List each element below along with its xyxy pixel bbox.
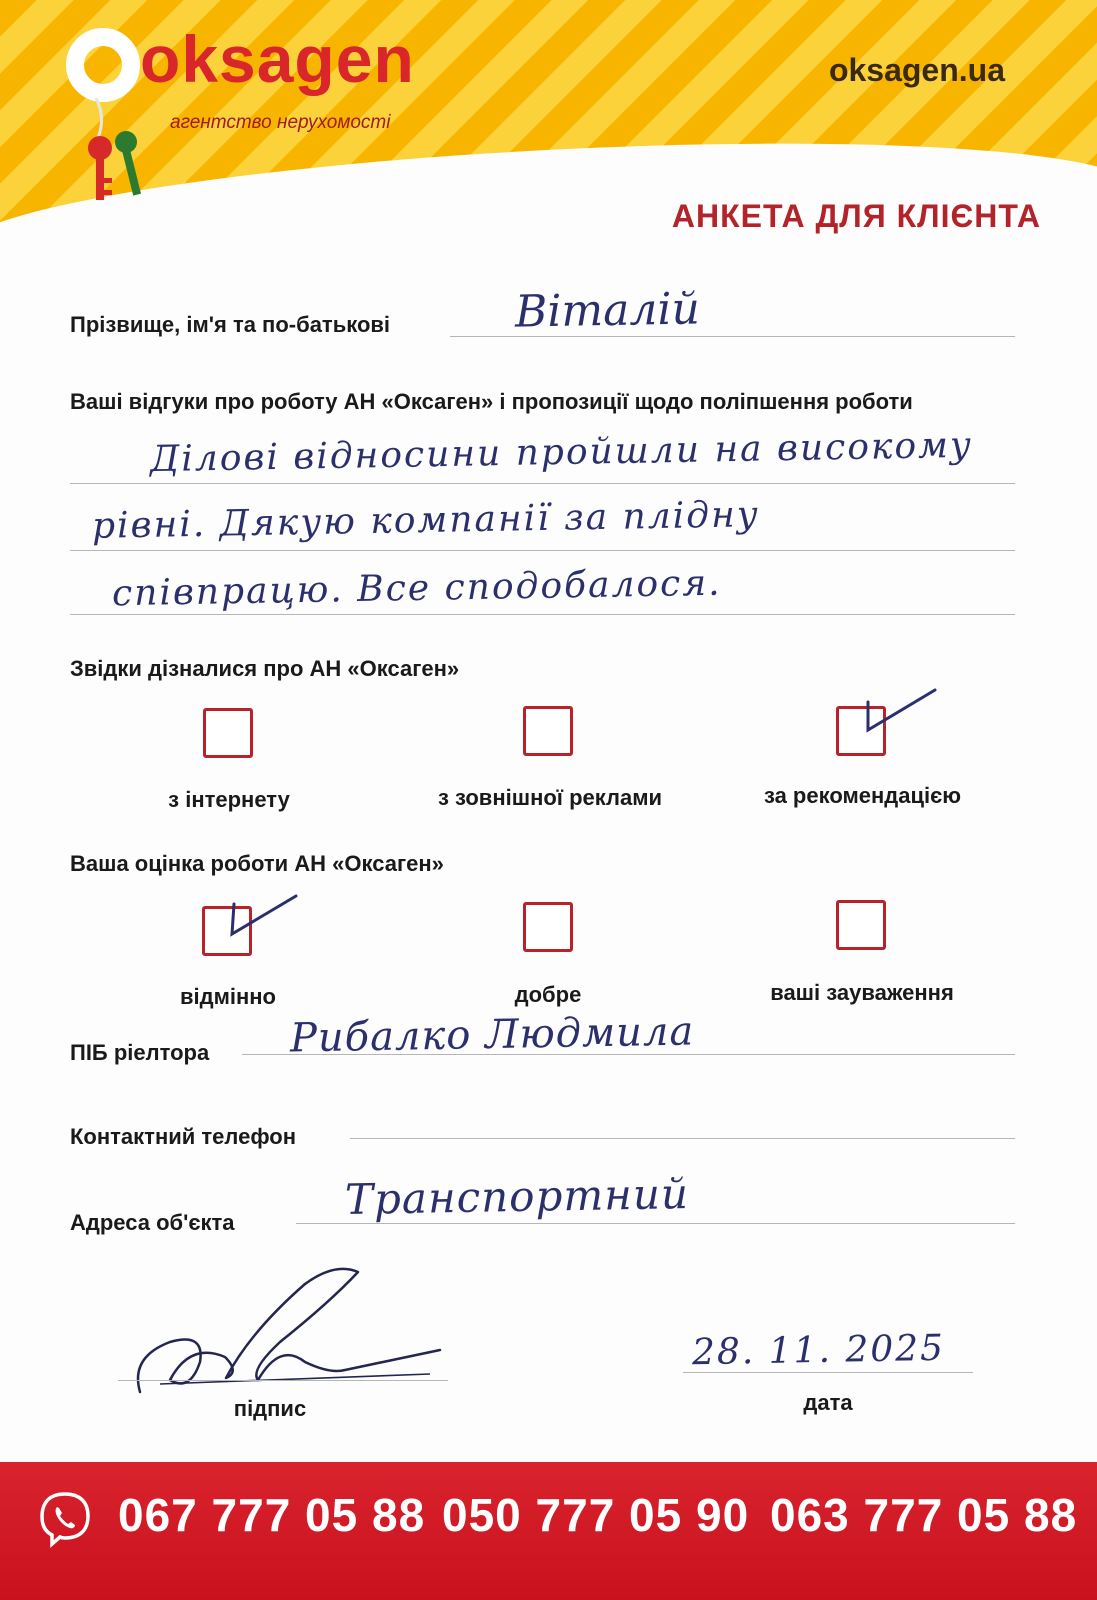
- address-line: [296, 1223, 1015, 1224]
- handwritten-signature-image: [130, 1262, 460, 1402]
- brand-wordmark: oksagen: [140, 22, 415, 96]
- website-link[interactable]: oksagen.ua: [828, 52, 1005, 88]
- logo-ring-icon: [66, 28, 140, 102]
- checkbox-remarks[interactable]: [836, 900, 886, 950]
- name-label: Прізвище, ім'я та по-батькові: [70, 312, 391, 337]
- checkbox-internet[interactable]: [203, 708, 253, 758]
- form-title: АНКЕТА ДЛЯ КЛІЄНТА: [671, 198, 1041, 234]
- option-recommendation-label: за рекомендацією: [763, 783, 962, 808]
- option-outdoor-ads-label: з зовнішної реклами: [437, 785, 663, 810]
- option-excellent-label: відмінно: [179, 984, 276, 1009]
- phone-number-1[interactable]: 067 777 05 88: [118, 1489, 426, 1541]
- checkmark-icon: [210, 886, 310, 956]
- checkbox-outdoor-ads[interactable]: [523, 706, 573, 756]
- phone-number-2[interactable]: 050 777 05 90: [442, 1489, 750, 1541]
- realtor-label: ПІБ ріелтора: [70, 1040, 210, 1065]
- keys-icon: [76, 98, 166, 208]
- phone-label: Контактний телефон: [70, 1124, 297, 1149]
- feedback-label: Ваші відгуки про роботу АН «Оксаген» і пропозиції щодо поліпшення роботи: [70, 389, 913, 414]
- signature-label: підпис: [233, 1396, 307, 1421]
- date-label: дата: [803, 1390, 853, 1415]
- phone-number-3[interactable]: 063 777 05 88: [770, 1489, 1078, 1541]
- option-internet-label: з інтернету: [168, 787, 290, 812]
- option-good-label: добре: [514, 982, 582, 1007]
- phone-line: [350, 1138, 1015, 1139]
- date-value[interactable]: 28. 11. 2025: [691, 1327, 946, 1374]
- option-remarks-label: ваші зауваження: [770, 980, 954, 1005]
- checkbox-good[interactable]: [523, 902, 573, 952]
- feedback-text-line[interactable]: Ділові відносини пройшли на високому: [149, 424, 974, 481]
- address-value[interactable]: Транспортний: [344, 1169, 690, 1224]
- brand-tagline: агентство нерухомості: [170, 112, 391, 133]
- rating-question: Ваша оцінка роботи АН «Оксаген»: [70, 851, 444, 876]
- signature-line: [118, 1380, 448, 1381]
- feedback-text-line[interactable]: рівні. Дякую компанії за плідну: [91, 494, 760, 547]
- checkmark-icon: [840, 682, 940, 752]
- viber-phone-icon: [36, 1490, 94, 1548]
- feedback-line-2: [70, 550, 1015, 551]
- feedback-text-line[interactable]: співпрацю. Все сподобалося.: [111, 562, 722, 615]
- brand-logo: [66, 18, 426, 208]
- feedback-line-1: [70, 483, 1015, 484]
- realtor-value[interactable]: Рибалко Людмила: [289, 1008, 695, 1062]
- date-line: [683, 1372, 973, 1373]
- name-value[interactable]: Віталій: [514, 283, 701, 338]
- source-question: Звідки дізналися про АН «Оксаген»: [70, 656, 460, 681]
- address-label: Адреса об'єкта: [70, 1210, 235, 1235]
- feedback-line-3: [70, 614, 1015, 615]
